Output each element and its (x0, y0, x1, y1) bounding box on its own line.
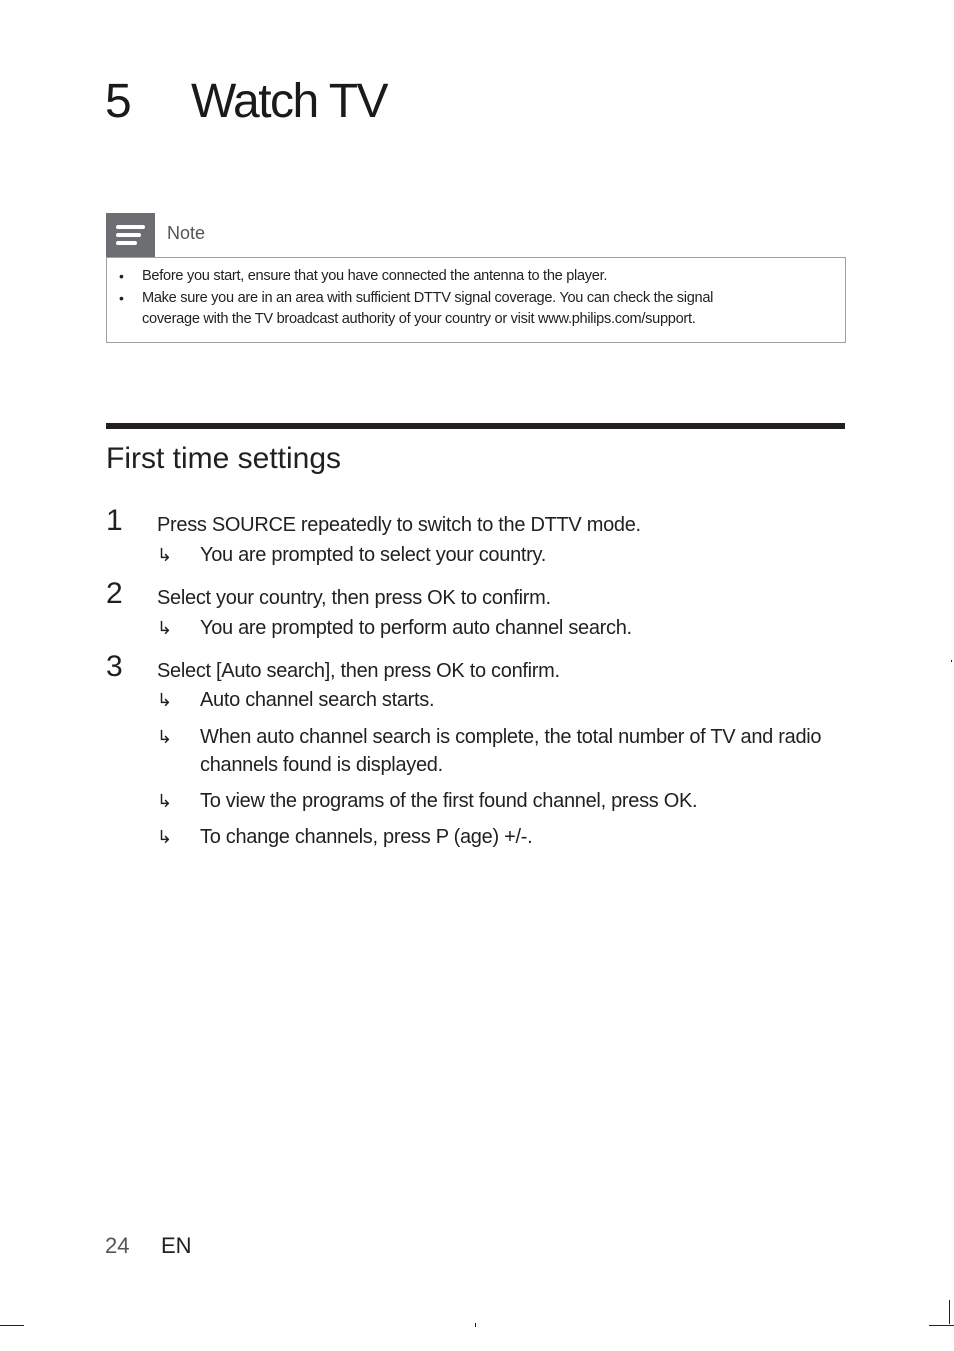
result-text: Auto channel search starts. (200, 689, 435, 711)
key-label: SOURCE (211, 514, 296, 536)
result (157, 787, 837, 815)
key-label: OK (663, 790, 693, 812)
crop-mark (0, 1325, 24, 1326)
note-header (106, 213, 846, 257)
step-number: 2 (106, 577, 123, 610)
result (157, 541, 837, 569)
note-box (106, 257, 846, 343)
key-label: OK (436, 660, 465, 682)
result-arrow-icon: ↳ (157, 618, 172, 638)
step-text: Press SOURCE repeatedly to switch to the DTTV mode. (157, 514, 641, 536)
section-title: First time settings (106, 442, 342, 475)
note-item-line: Make sure you are in an area with sufficient DTTV signal coverage. You can check the signal (142, 289, 714, 306)
result (157, 723, 837, 779)
chapter-title: Watch TV (191, 75, 388, 128)
note-list (107, 258, 845, 331)
result-arrow-icon: ↳ (157, 727, 172, 747)
chapter-number: 5 (105, 75, 131, 128)
crop-mark (949, 1300, 950, 1324)
result (157, 614, 837, 642)
result-text: You are prompted to perform auto channel search. (200, 617, 632, 639)
note-item: • Before you start, ensure that you have connected the antenna to the player. (142, 266, 845, 288)
result-text: To change channels, press P (age) +/-. (200, 826, 533, 848)
step-text: Select [Auto search], then press OK to confirm. (157, 660, 560, 682)
section-rule (106, 423, 845, 429)
crop-mark (929, 1325, 954, 1326)
result-arrow-icon: ↳ (157, 690, 172, 710)
note-item (142, 288, 845, 331)
key-label: P (age) +/- (435, 826, 528, 848)
result (157, 823, 837, 851)
page-number: 24 (105, 1233, 130, 1258)
result-arrow-icon: ↳ (157, 545, 172, 565)
chapter-heading (105, 74, 387, 129)
result-text: To view the programs of the first found channel, press OK. (200, 790, 698, 812)
step-number: 3 (106, 650, 123, 683)
result-text: You are prompted to select your country. (200, 544, 546, 566)
note-item-line: coverage with the TV broadcast authority of your country or visit www.philips.com/support. (142, 311, 696, 327)
language-code: EN (161, 1233, 192, 1258)
crop-mark (951, 660, 952, 662)
result-text: When auto channel search is complete, the total number of TV and radio channels found is displayed. (200, 726, 822, 776)
step-number: 1 (106, 504, 123, 537)
result-arrow-icon: ↳ (157, 791, 172, 811)
result-arrow-icon: ↳ (157, 827, 172, 847)
note-label: Note (167, 223, 206, 243)
crop-mark (475, 1323, 476, 1327)
step-text: Select your country, then press OK to confirm. (157, 587, 551, 609)
result (157, 686, 837, 714)
page-footer (105, 1233, 192, 1259)
key-label: OK (427, 587, 456, 609)
key-label: [Auto search] (216, 660, 330, 682)
note-icon (106, 213, 155, 257)
